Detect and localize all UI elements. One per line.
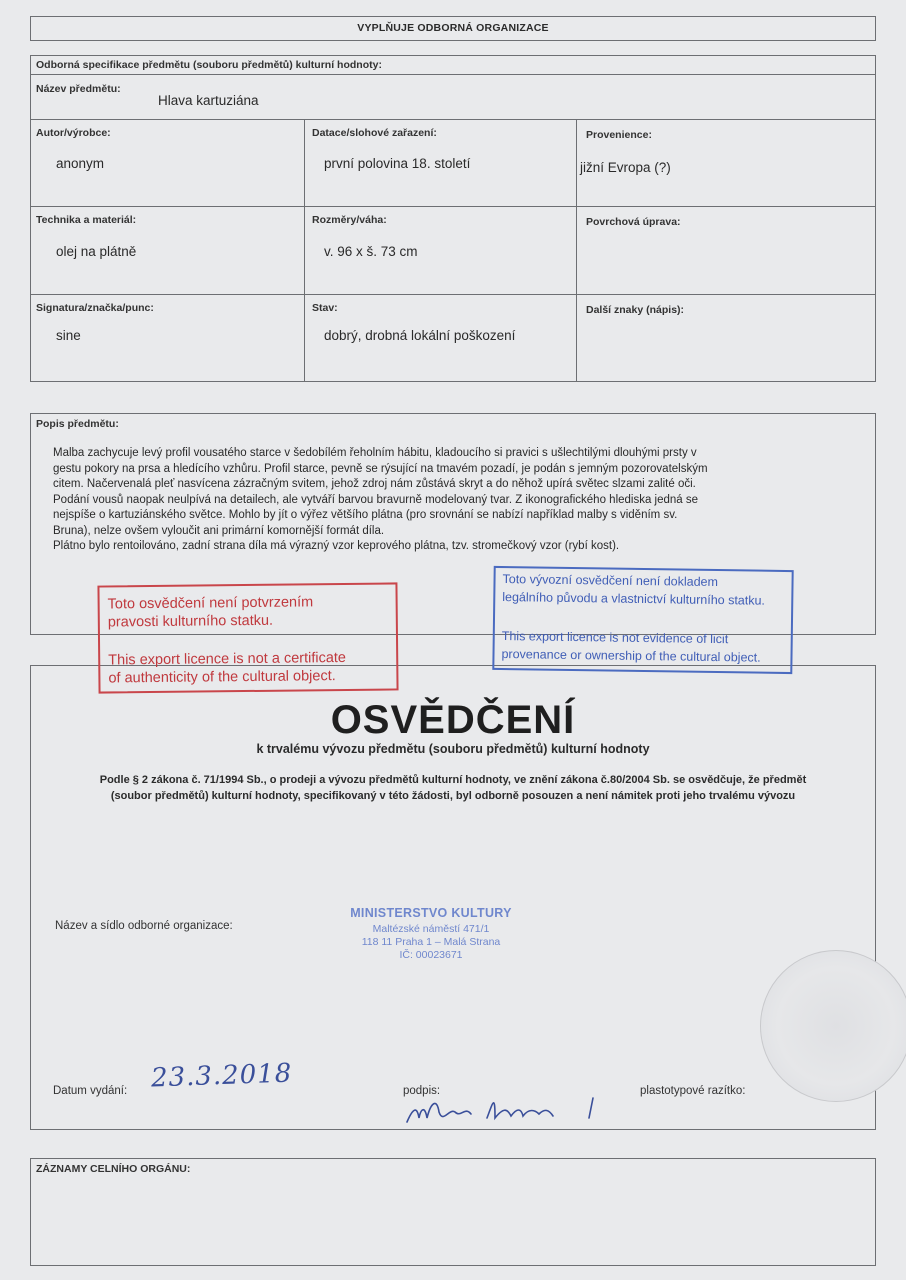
provenance-label: Provenience: bbox=[586, 129, 652, 141]
header-bar bbox=[30, 16, 876, 41]
description-text bbox=[53, 446, 853, 555]
description-line: Bruna), nelze ovšem vyloučit ani primární komornější formát díla. bbox=[53, 524, 385, 537]
name-value: Hlava kartuziána bbox=[158, 93, 259, 108]
certificate-subtitle: k trvalému vývozu předmětu (souboru předmětů) kulturní hodnoty bbox=[256, 742, 650, 756]
ministry-stamp-name: MINISTERSTVO KULTURY bbox=[350, 906, 512, 920]
blue-stamp-line: legálního původu a vlastnictví kulturního statku. bbox=[502, 590, 766, 608]
dimensions-label: Rozměry/váha: bbox=[312, 214, 387, 226]
specification-table bbox=[30, 55, 876, 382]
ministry-stamp bbox=[331, 906, 531, 961]
dating-value: první polovina 18. století bbox=[324, 156, 471, 171]
legal-line: Podle § 2 zákona č. 71/1994 Sb., o prodeji a vývozu předmětů kulturní hodnoty, ve znění zákona č.80/2004 Sb. se osvědčuje, že předmět bbox=[99, 774, 807, 786]
red-stamp-line: pravosti kulturního statku. bbox=[107, 612, 274, 631]
technique-value: olej na plátně bbox=[56, 244, 137, 259]
author-value: anonym bbox=[56, 156, 105, 171]
ministry-stamp-address: Maltézské náměstí 471/1 bbox=[372, 923, 490, 935]
author-label: Autor/výrobce: bbox=[36, 127, 111, 139]
description-line: gestu pokory na prsa a hledícího vzhůru. Profil starce, pevně se rýsující na tmavém pozadí, je podán s jemným pozorovatelským bbox=[53, 462, 708, 475]
signature-label: podpis: bbox=[403, 1085, 441, 1097]
date-label: Datum vydání: bbox=[53, 1085, 128, 1097]
dimensions-value: v. 96 x š. 73 cm bbox=[324, 244, 418, 259]
description-label: Popis předmětu: bbox=[36, 418, 119, 430]
issue-date-handwritten: 23.3.2018 bbox=[150, 1058, 293, 1094]
authenticity-disclaimer-stamp bbox=[97, 582, 398, 693]
name-label: Název předmětu: bbox=[36, 83, 121, 95]
ministry-stamp-city: 118 11 Praha 1 – Malá Strana bbox=[361, 936, 501, 948]
seal-label: plastotypové razítko: bbox=[640, 1085, 746, 1097]
blue-stamp-line: provenance or ownership of the cultural object. bbox=[501, 647, 761, 665]
certificate-box bbox=[30, 665, 876, 1130]
customs-records-box bbox=[30, 1158, 876, 1266]
description-line: Malba zachycuje levý profil vousatého starce v šedobílém řeholním hábitu, kladoucího si pravici s ušlechtilými dlouhými prsty v bbox=[53, 447, 697, 459]
spec-section-title: Odborná specifikace předmětu (souboru předmětů) kulturní hodnoty: bbox=[36, 59, 382, 71]
embossed-seal bbox=[760, 950, 906, 1102]
surface-label: Povrchová úprava: bbox=[586, 216, 681, 228]
description-line: Plátno bylo rentoilováno, zadní strana díla má výrazný vzor keprového plátna, tzv. stromečkový vzor (rybí kost). bbox=[53, 540, 620, 552]
description-line: Podání vousů naopak neulpívá na detailech, ale vytváří barvou bravurně modelovaný tvar. Z ikonografického hlediska jedná se bbox=[53, 493, 699, 506]
provenance-disclaimer-stamp bbox=[492, 566, 793, 674]
provenance-value: jižní Evropa (?) bbox=[580, 160, 671, 175]
signature-mark-value: sine bbox=[56, 328, 81, 343]
condition-value: dobrý, drobná lokální poškození bbox=[324, 328, 516, 343]
customs-title: ZÁZNAMY CELNÍHO ORGÁNU: bbox=[36, 1163, 191, 1175]
certificate-legal-text bbox=[41, 772, 865, 804]
blue-stamp-line: This export licence is not evidence of licit bbox=[501, 629, 729, 647]
blue-stamp-line: Toto vývozní osvědčení není dokladem bbox=[502, 572, 719, 590]
header-title: VYPLŇUJE ODBORNÁ ORGANIZACE bbox=[357, 22, 549, 34]
technique-label: Technika a materiál: bbox=[36, 214, 137, 226]
red-stamp-line: This export licence is not a certificate bbox=[108, 649, 347, 669]
signature-mark-label: Signatura/značka/punc: bbox=[36, 302, 154, 314]
red-stamp-line: of authenticity of the cultural object. bbox=[108, 668, 336, 687]
organization-label: Název a sídlo odborné organizace: bbox=[55, 920, 233, 932]
certificate-title: OSVĚDČENÍ bbox=[330, 698, 576, 742]
condition-label: Stav: bbox=[312, 302, 338, 314]
ministry-stamp-id: IČ: 00023671 bbox=[399, 949, 463, 961]
handwritten-signature bbox=[403, 1078, 633, 1134]
marks-label: Další znaky (nápis): bbox=[586, 304, 685, 316]
legal-line: (soubor předmětů) kulturní hodnoty, specifikovaný v této žádosti, byl odborně posouzen a není námitek proti jeho trvalému vývozu bbox=[110, 790, 796, 802]
red-stamp-line: Toto osvědčení není potvrzením bbox=[107, 594, 314, 613]
description-line: nejspíše o kartuziánského světce. Mohlo by jít o výřez většího plátna (pro srovnání se nabízí například malby s viděním sv. bbox=[53, 509, 678, 521]
dating-label: Datace/slohové zařazení: bbox=[312, 127, 437, 139]
description-line: citem. Načervenalá pleť nasvícena zázračným svitem, jehož zdroj nám zůstává skryt a do něhož upírá světec slzami zalité oči. bbox=[53, 478, 696, 490]
